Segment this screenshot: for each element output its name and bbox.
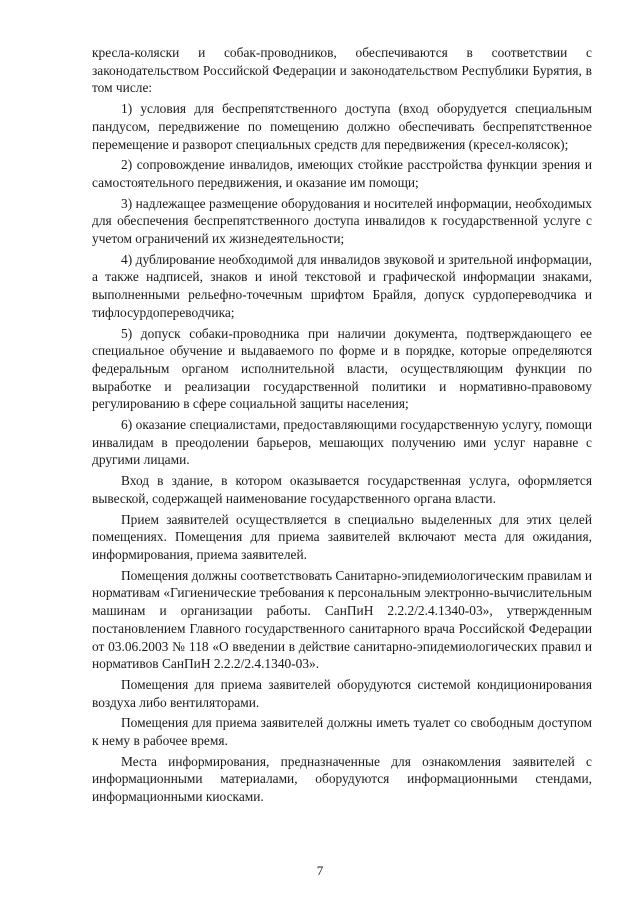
paragraph-ventilation: Помещения для приема заявителей оборудуются системой кондиционирования воздуха либо вентиляторами. xyxy=(92,676,592,710)
page-number: 7 xyxy=(316,863,324,878)
list-item-4: 4) дублирование необходимой для инвалидов звуковой и зрительной информации, а также надписей, знаков и иной текстовой и графической информации знаками, выполненными рельефно-точечным шрифтом Брайля, допуск сурдопереводчика и тифлосурдопереводчика; xyxy=(92,251,592,320)
paragraph-information: Места информирования, предназначенные для ознакомления заявителей с информационными материалами, оборудуются информационными стендами, информационными киосками. xyxy=(92,753,592,805)
paragraph-entrance: Вход в здание, в котором оказывается государственная услуга, оформляется вывеской, содержащей наименование государственного органа власти. xyxy=(92,473,592,506)
paragraph-toilet: Помещения для приема заявителей должны иметь туалет со свободным доступом к нему в рабочее время. xyxy=(92,715,592,749)
list-item-6: 6) оказание специалистами, предоставляющими государственную услугу, помощи инвалидам в преодолении барьеров, мешающих получению ими услуг наравне с другими лицами. xyxy=(92,417,592,468)
paragraph-reception: Прием заявителей осуществляется в специально выделенных для этих целей помещениях. Помещения для приема заявителей включают места для ожидания, информирования, приема заявителей. xyxy=(92,511,592,562)
list-item-2: 2) сопровождение инвалидов, имеющих стойкие расстройства функции зрения и самостоятельного передвижения, и оказание им помощи; xyxy=(92,157,592,190)
list-item-1: 1) условия для беспрепятственного доступа (вход оборудуется специальным пандусом, передвижение по помещению должно обеспечивать беспрепятственное перемещение и разворот специальных средств для передвижения (кресел-колясок); xyxy=(92,101,592,152)
document-body xyxy=(92,44,592,806)
paragraph-intro: кресла-коляски и собак-проводников, обеспечиваются в соответствии с законодательством Российской Федерации и законодательством Республики Бурятия, в том числе: xyxy=(92,45,592,96)
list-item-3: 3) надлежащее размещение оборудования и носителей информации, необходимых для обеспечения беспрепятственного доступа инвалидов к государственной услуге с учетом ограничений их жизнедеятельности; xyxy=(92,195,592,247)
paragraph-sanpin: Помещения должны соответствовать Санитарно-эпидемиологическим правилам и нормативам «Гигиенические требования к персональным электронно-вычислительным машинам и организации работы. СанПиН 2.2.2/2.4.1340-03», утвержденным постановлением Главного государственного санитарного врача Российской Федерации от 03.06.2003 № 118 «О введении в действие санитарно-эпидемиологических правил и нормативов СанПиН 2.2.2/2.4.1340-03». xyxy=(92,567,592,672)
list-item-5: 5) допуск собаки-проводника при наличии документа, подтверждающего ее специальное обучение и выдаваемого по форме и в порядке, которые определяются федеральным органом исполнительной власти, осуществляющим функции по выработке и реализации государственной политики и нормативно-правовому регулированию в сфере социальной защиты населения; xyxy=(92,325,592,412)
